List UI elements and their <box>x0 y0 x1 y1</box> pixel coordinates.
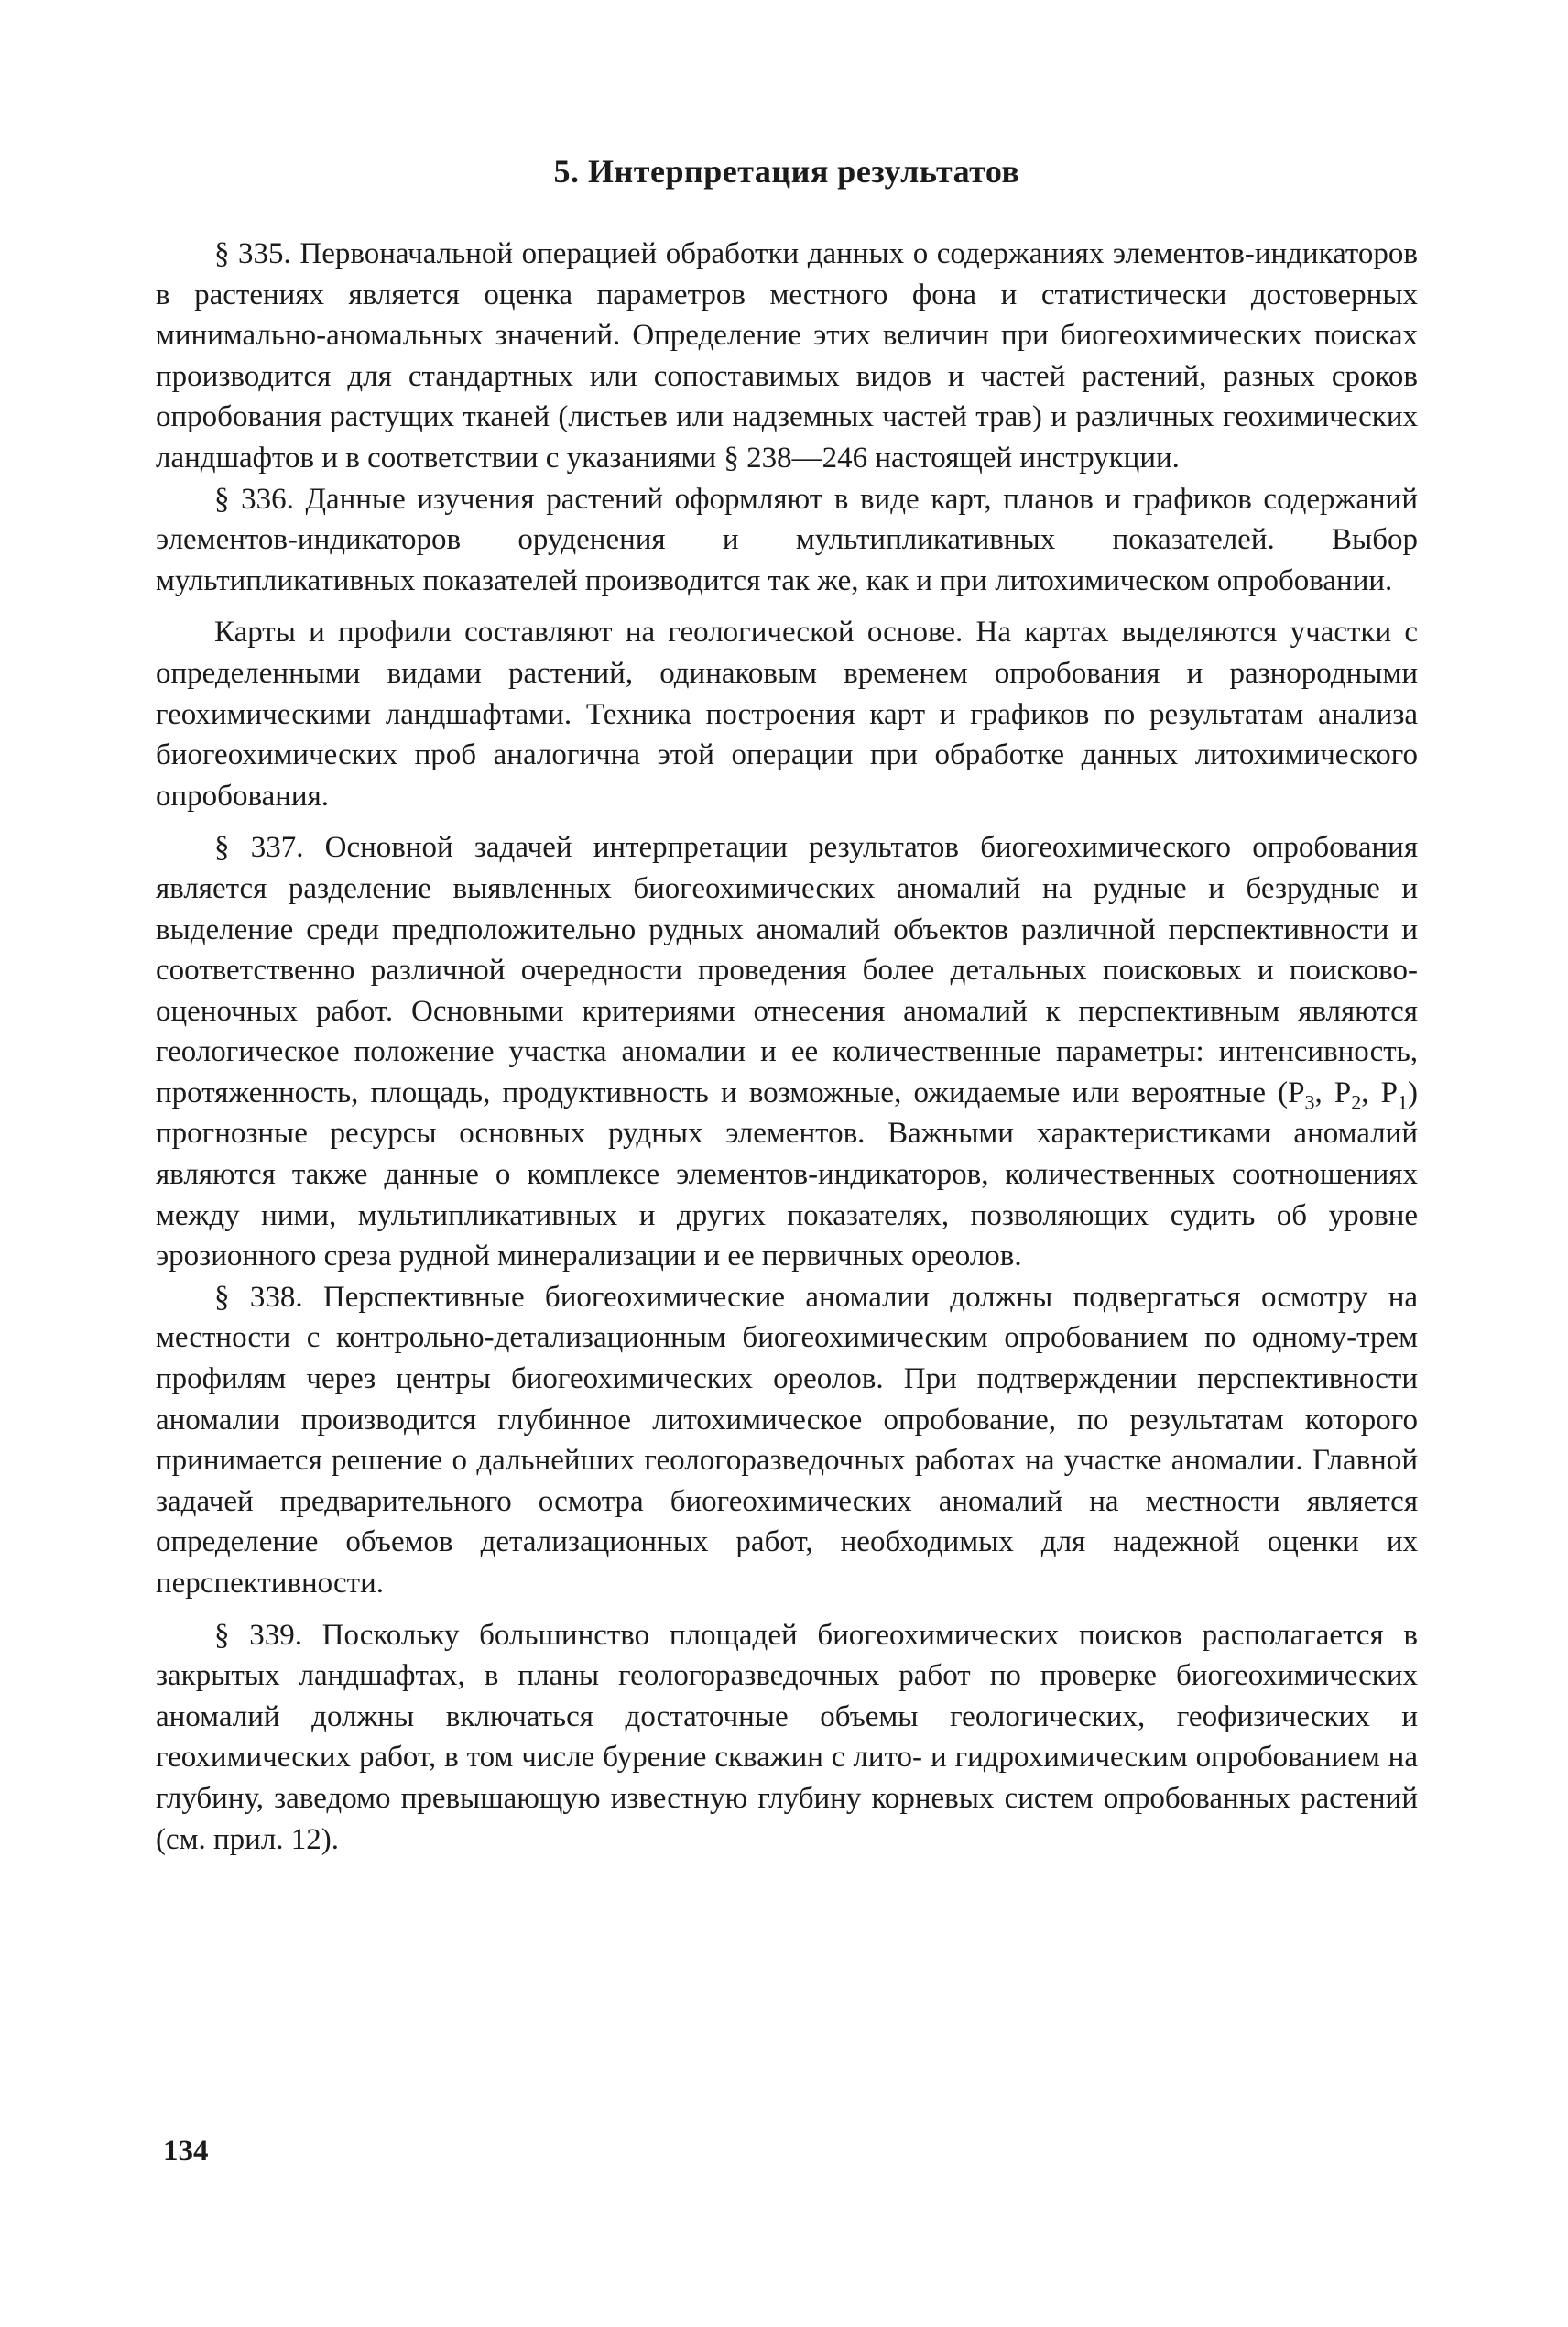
paragraph-337-part-c: , P <box>1361 1076 1399 1109</box>
paragraph-336-continued: Карты и профили составляют на геологической основе. На картах выделяются участки с определенными видами растений, одинаковым временем опробования и разнородными геохимическими ландшафтами. Техника построения карт и графиков по результатам анализа биогеохимических проб аналогична этой операции при обработке данных литохимического опробования. <box>156 616 1418 813</box>
paragraph-336: § 336. Данные изучения растений оформляют в виде карт, планов и графиков содержаний элементов-индикаторов оруденения и мультипликативных показателей. Выбор мультипликативных показателей производится так же, как и при литохимическом опробовании. <box>156 482 1418 597</box>
subscript-p2: 2 <box>1351 1090 1362 1114</box>
paragraph-338: § 338. Перспективные биогеохимические аномалии должны подвергаться осмотру на местности с контрольно-детализационным биогеохимическим опробованием по одному-трем профилям через центры биогеохимических ореолов. При подтверждении перспективности аномалии производится глубинное литохимическое опробование, по результатам которого принимается решение о дальнейших геологоразведочных работах на участке аномалии. Главной задачей предварительного осмотра биогеохимических аномалий на местности является определение объемов детализационных работ, необходимых для надежной оценки их перспективности. <box>156 1280 1418 1600</box>
subscript-p3: 3 <box>1304 1090 1315 1114</box>
page-number: 134 <box>163 2135 209 2168</box>
subscript-p1: 1 <box>1398 1090 1409 1114</box>
section-title: 5. Интерпретация результатов <box>553 153 1020 190</box>
paragraph-337 <box>156 827 1418 1277</box>
paragraph-337-part-a: § 337. Основной задачей интерпретации результатов биогеохимического опробования является разделение выявленных биогеохимических аномалий на рудные и безрудные и выделение среди предположительно рудных аномалий объектов различной перспективности и соответственно различной очередности проведения более детальных поисковых и поисково-оценочных работ. Основными критериями отнесения аномалий к перспективным являются геологическое положение участка аномалии и ее количественные параметры: интенсивность, протяженность, площадь, продуктивность и возможные, ожидаемые или вероятные (P <box>156 831 1418 1109</box>
paragraph-337-part-d: ) прогнозные ресурсы основных рудных элементов. Важными характеристиками аномалий являются также данные о комплексе элементов-индикаторов, количественных соотношениях между ними, мультипликативных и других показателях, позволяющих судить об уровне эрозионного среза рудной минерализации и ее первичных ореолов. <box>156 1076 1419 1273</box>
paragraph-335: § 335. Первоначальной операцией обработки данных о содержаниях элементов-индикаторов в растениях является оценка параметров местного фона и статистически достоверных минимально-аномальных значений. Определение этих величин при биогеохимических поисках производится для стандартных или сопоставимых видов и частей растений, разных сроков опробования растущих тканей (листьев или надземных частей трав) и различных геохимических ландшафтов и в соответствии с указаниями § 238—246 настоящей инструкции. <box>156 237 1418 475</box>
paragraph-337-part-b: , P <box>1314 1076 1352 1109</box>
document-page <box>156 151 1418 1871</box>
paragraph-339: § 339. Поскольку большинство площадей биогеохимических поисков располагается в закрытых ландшафтах, в планы геологоразведочных работ по проверке биогеохимических аномалий должны включаться достаточные объемы геологических, геофизических и геохимических работ, в том числе бурение скважин с лито- и гидрохимическим опробованием на глубину, заведомо превышающую известную глубину корневых систем опробованных растений (см. прил. 12). <box>156 1618 1418 1856</box>
